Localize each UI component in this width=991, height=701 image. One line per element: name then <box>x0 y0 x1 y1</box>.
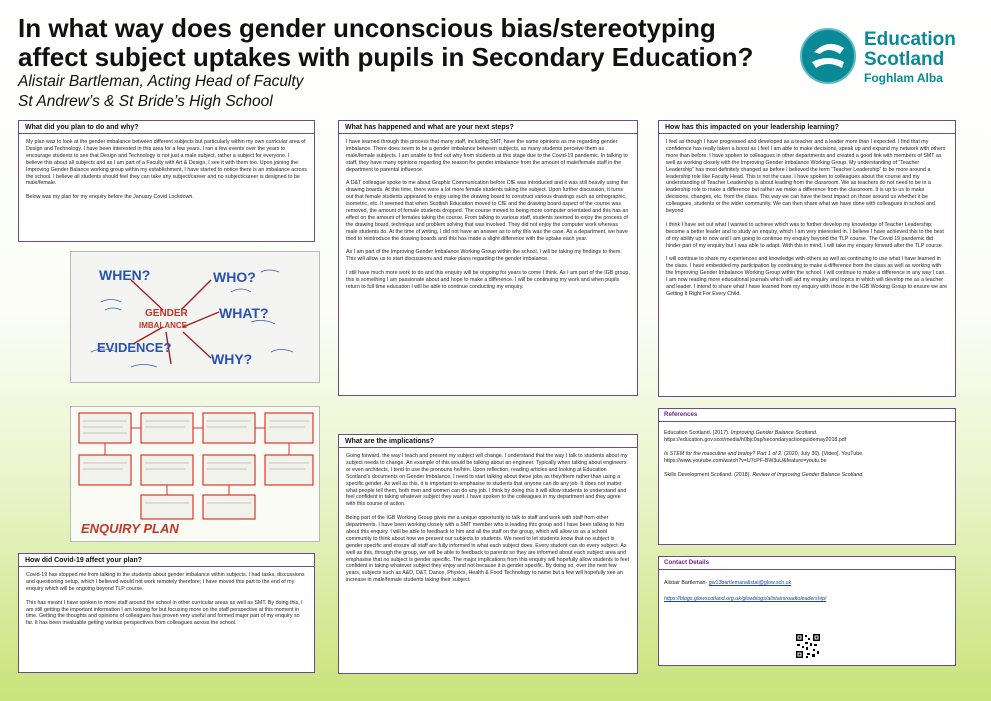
logo-text-scotland: Scotland <box>864 49 945 70</box>
whiteboard-word-imbalance: IMBALANCE <box>139 321 187 330</box>
reference-item: Is STEM for the masculine and brainy? Part 1 of 2. (2020, July 30). [Video]. YouTube. https://www.youtube.com/watch?v=U7cPF-BW3uU&feature=youtu.be <box>664 450 864 464</box>
next-steps-paragraph: As I am part of the Improving Gender Imbalance Working Group within the school, I will be taking my findings to them. This will allow us to start discussions and make plans regarding the gender imbalance. <box>346 249 622 263</box>
next-steps-paragraph: A D&T colleague spoke to me about Graphic Communication before CfE was introduced and it was still heavily using the drawing boards. At this time, there were a lot more female students taking the subject. Upon further discussion, it turns out that female students appeared to enjoy using the drawing board to construct various drawings such as orthographic, isometric, etc. It seemed that when Scottish Education moved to CfE and the drawing board aspect of the course was removed, the amount of female students dropped. The course moved to being more computer orientated and this has an effect on the amount of females taking the course. From talking to various staff, students seemed to enjoy the process of the drawing board, technique and problem solving that was involved. They did not enjoy the computer work whereas male students do. At the time of writing, I did not have an answer as to why this was the case. As a department, we have tried to reintroduce the drawing boards and this has made a slight difference with the uptake each year. <box>346 180 629 242</box>
implications-heading: What are the implications? <box>339 435 637 448</box>
leadership-section <box>658 120 956 397</box>
covid-heading: How did Covid-19 affect your plan? <box>19 554 314 567</box>
next-steps-paragraph: I still have much more work to do and this enquiry will be ongoing for years to come I think. As I am part of the IGB group, this is something I am passionate about and hope to make a difference. I will be continuing my work and when pupils return to full time education I will be able to continue conducting my enquiry. <box>346 270 630 290</box>
poster-title: In what way does gender unconscious bias/stereotyping affect subject uptakes with pupils in Secondary Education? <box>18 13 754 72</box>
reference-item: Education Scotland. (2017). Improving Gender Balance Scotland. https://education.gov.scot/media/h0bjc0ap/secondaryactionguidemay2018.pdf <box>664 429 847 443</box>
plan-paragraph: My plan was to look at the gender imbalance between different subjects but particularly within my own curricular area of Design and Technology. I have been interested in this area for a few years. I ran a few events over the years to encourage students to see that Design and Technology is not just a male subject, rather a subject for everyone. I believe this about all subjects and as I am part of a Faculty with Art & Design, I see it with them too. Upon joining the Improving Gender Balance working group within my establishment, I have started to notice there is an imbalance across the school. I believe all students should feel they can take any subject/career and no subject/career is designed to be male/female. <box>26 139 307 187</box>
enquiry-plan-photo <box>70 406 320 542</box>
enquiry-plan-label: ENQUIRY PLAN <box>81 521 179 536</box>
whiteboard-word-what: WHAT? <box>219 305 269 321</box>
next-steps-section <box>338 120 638 396</box>
reference-url[interactable]: https://www.youtube.com/watch?v=U7cPF-BW3uU&feature=youtu.be <box>664 457 827 464</box>
leadership-paragraph: I think I have set out what I wanted to achieve which was to further develop my knowledge of Teacher Leadership; become a better leader and to study an enquiry, which I am very interested in. I believe I have achieved this to the best of my ability up to now and I am going to continue my enquiry beyond the TLP course. The Covid 19 pandemic did hinder part of my enquiry but I was able to adapt. With this in mind, I will take my enquiry forward after the TLP course. <box>666 221 944 249</box>
whiteboard-word-gender: GENDER <box>145 308 188 319</box>
references-section <box>658 408 956 545</box>
blog-link[interactable]: https://blogs.glowscotland.org.uk/glowblogs/alistairsroadtoleadership/ <box>664 595 827 602</box>
school-line: St Andrew’s & St Bride’s High School <box>18 93 273 110</box>
leadership-heading: How has this impacted on your leadership learning? <box>659 121 955 134</box>
education-scotland-mark-icon <box>800 28 856 84</box>
contact-name: Alistair Bartleman- <box>664 579 709 586</box>
contact-heading: Contact Details <box>659 557 955 570</box>
plan-heading: What did you plan to do and why? <box>19 121 314 134</box>
whiteboard-photo <box>70 251 320 383</box>
logo-text-education: Education <box>864 29 956 50</box>
implications-paragraph: Being part of the IGB Working Group gives me a unique opportunity to talk to staff and work with staff from other departments. I have been working closely with a SMT member who is leading this group and I have been talking to him about this enquiry. I will be able to feedback to him and all the staff on the group, which will allow us as a school community to think about how we present our subjects to students. We need to let students know that no subject is gender specific and ensure all staff are fully informed in what each subject does. Every student can do every subject. As well as this, through the group, we will be able to feedback to parents so they are informed about each subject area and emphasise that no subject is gender specific. The major implications from this enquiry will hopefully allow students to feel confident in taking whatever subject they enjoy and not because it is gender specific. By doing so, over the next few years, subjects such as A&D, D&T, Dance, Physics, Health & Food Technology to name but a few will hopefully see an increase in male/female students taking their subject. <box>346 515 629 584</box>
reference-item: Skills Development Scotland. (2018). Review of Improving Gender Balance Scotland. <box>664 471 864 478</box>
whiteboard-word-who: WHO? <box>213 269 256 285</box>
covid-paragraph: Covid-19 has stopped me from talking to the students about gender imbalance within subjects. I had tasks, discussions and questioning setup, which I believed would not work remotely therefore; I have moved this part to the end of my enquiry which will be ongoing beyond TLP course. <box>26 572 305 592</box>
covid-section <box>18 553 315 673</box>
implications-section <box>338 434 638 674</box>
whiteboard-word-when: WHEN? <box>99 267 151 283</box>
whiteboard-drawing <box>71 252 320 383</box>
next-steps-heading: What has happened and what are your next steps? <box>339 121 637 134</box>
plan-section <box>18 120 315 242</box>
contact-email-link[interactable]: gw13bartlemanalistai@glow.sch.uk <box>708 579 792 586</box>
leadership-paragraph: I will continue to share my experiences and knowledge with others as well as continuing to use what I have learned in the class. I have embedded my participation by continuing to make a difference from the class as well as working with the Improving Gender Imbalance Working Group within the school. I will continue to make a difference in any way I can. I am now reading more educational journals which will aid my enquiry and topics in which will develop me as a teacher and leader. I intend to share what I have learned from my enquiry with those in the IGB Working Group to ensure we are Getting It Right For Every Child. <box>666 256 948 297</box>
logo-text-gaelic: Foghlam Alba <box>864 71 943 85</box>
qr-code-icon[interactable] <box>795 633 821 659</box>
whiteboard-word-evidence: EVIDENCE? <box>97 340 172 355</box>
references-heading: References <box>659 409 955 422</box>
author-line: Alistair Bartleman, Acting Head of Faculty <box>18 73 304 90</box>
plan-paragraph: Below was my plan for my enquiry before the January Covid Lockdown. <box>26 194 194 201</box>
covid-paragraph: This has meant I have spoken to more staff around the school in other curricular areas as well as SMT. By doing this, I am still getting the important information I am looking for but focusing more on the staff perspective at this moment in time. Getting the thoughts and opinions of colleagues has proven very useful and formed major part of my enquiry so far. It has been invaluable getting various perspectives from colleagues across the school. <box>26 599 303 627</box>
leadership-paragraph: I feel as though I have progressed and developed as a teacher and a leader more than I expected. I find that my confidence has really taken a boost as I feel I am able to make decisions, speak up and expand my network with others more than before. I have spoken to colleagues in other departments and created a good link with members of SMT as well as working closely with the Improving Gender Imbalance Working Group. My understanding of “Teacher Leadership” has most definitely changed as before I believed the term “Teacher Leadership” to be more around a leadership role like Faculty Head. This is not the case. I have spoken to colleagues about the course and my understanding of Teacher Leadership is about leading from the classroom. We as teachers do not need to be in a leadership role to make a difference but rather we make a difference from the classroom. It is up to us to make decisions, changes, etc. from the class. This way we can have the best impact on those around us whether it be colleagues, students or the wider community. We can then share what we have done with colleagues in school and beyond. <box>666 139 946 215</box>
reference-url[interactable]: https://education.gov.scot/media/h0bjc0ap/secondaryactionguidemay2018.pdf <box>664 436 847 443</box>
implications-paragraph: Going forward, the way I teach and present my subject will change. I understand that the way I talk to students about my subject needs to change. An example of this would be talking about an engineer. Typically when talking about engineers or even architects, I tend to use the pronouns he/him. Upon reflection, reading articles and looking at Education Scotland’s documents on Gender Imbalance, I need to start talking about these jobs as they/them rather than using a specific gender. As well as this, it is important to emphasise to students that anyone can do any job. It does not matter what people tell them, both men and women can do any job. I think by doing this it will allow students to understand and feel confident in taking whatever subject they want. I have spoken to the colleagues in my department and they agree with this course of action. <box>346 453 628 508</box>
enquiry-plan-drawing <box>71 407 320 542</box>
next-steps-paragraph: I have learned through this process that many staff, including SMT, have the same opinions as me regarding gender imbalance. There does seem to be a gender imbalance between subjects, as many students perceive them as male/female subjects. I am unable to find out why from students at this stage due to the Covid-19 pandemic. In talking to staff, they have many opinions regarding the reason for gender imbalance from the amount of male/female staff in the department to parental influence. <box>346 139 628 173</box>
whiteboard-word-why: WHY? <box>211 351 253 367</box>
education-scotland-logo <box>800 26 980 88</box>
